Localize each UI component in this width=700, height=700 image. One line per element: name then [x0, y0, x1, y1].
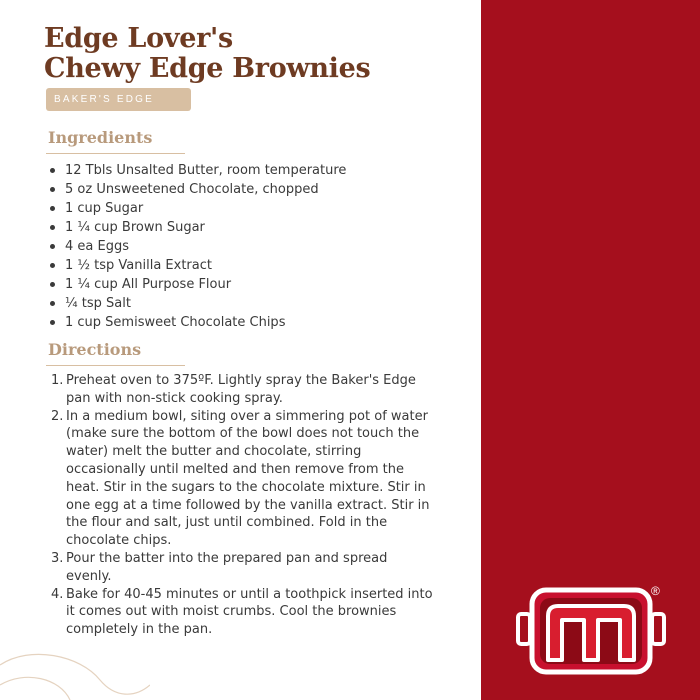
- step-number: 2.: [51, 408, 64, 424]
- step-text: Pour the batter into the prepared pan and spread evenly.: [66, 550, 388, 584]
- recipe-title-line-1: Edge Lover's: [44, 23, 233, 54]
- bakers-edge-logo-icon: [516, 586, 666, 676]
- direction-step: [51, 550, 436, 586]
- ingredients-heading: Ingredients: [48, 128, 153, 147]
- ingredient-item: 12 Tbls Unsalted Butter, room temperature: [48, 161, 346, 180]
- direction-step: [51, 586, 436, 639]
- step-number: 1.: [51, 373, 64, 388]
- ingredient-item: 4 ea Eggs: [48, 237, 346, 256]
- recipe-title-line-2: Chewy Edge Brownies: [44, 53, 371, 84]
- ingredients-list: [48, 161, 346, 332]
- step-text: In a medium bowl, siting over a simmering pot of water (make sure the bottom of the bowl does not touch the water) melt the butter and chocolate, stirring occasionally until melted and then remove from the heat. Stir in the sugars to the chocolate mixture. Stir in one egg at a time followed by the vanilla extract. Stir in the flour and salt, just until combined. Fold in the chocolate chips.: [66, 408, 430, 549]
- step-number: 4.: [51, 586, 64, 602]
- ingredient-item: ¼ tsp Salt: [48, 294, 346, 313]
- direction-step: [51, 408, 436, 550]
- step-text: Bake for 40-45 minutes or until a toothpick inserted into it comes out with moist crumbs. Cool the brownies completely in the pan.: [66, 586, 433, 638]
- directions-heading: Directions: [48, 340, 142, 359]
- ingredient-item: 1 cup Semisweet Chocolate Chips: [48, 313, 346, 332]
- step-text: Preheat oven to 375ºF. Lightly spray the Baker's Edge pan with non-stick cooking spray.: [66, 373, 416, 406]
- ingredient-item: 1 ½ tsp Vanilla Extract: [48, 256, 346, 275]
- ingredient-item: 1 cup Sugar: [48, 199, 346, 218]
- registered-mark: ®: [651, 584, 660, 598]
- ingredient-item: 5 oz Unsweetened Chocolate, chopped: [48, 180, 346, 199]
- ingredient-item: 1 ¼ cup All Purpose Flour: [48, 275, 346, 294]
- decorative-swirl-icon: [0, 640, 150, 700]
- directions-list: [51, 372, 436, 639]
- step-number: 3.: [51, 550, 64, 566]
- ingredient-item: 1 ¼ cup Brown Sugar: [48, 218, 346, 237]
- brand-badge: BAKER'S EDGE: [46, 88, 191, 111]
- direction-step: [51, 372, 436, 408]
- ingredients-divider: [46, 153, 185, 154]
- directions-divider: [46, 365, 185, 366]
- recipe-title: [44, 24, 370, 84]
